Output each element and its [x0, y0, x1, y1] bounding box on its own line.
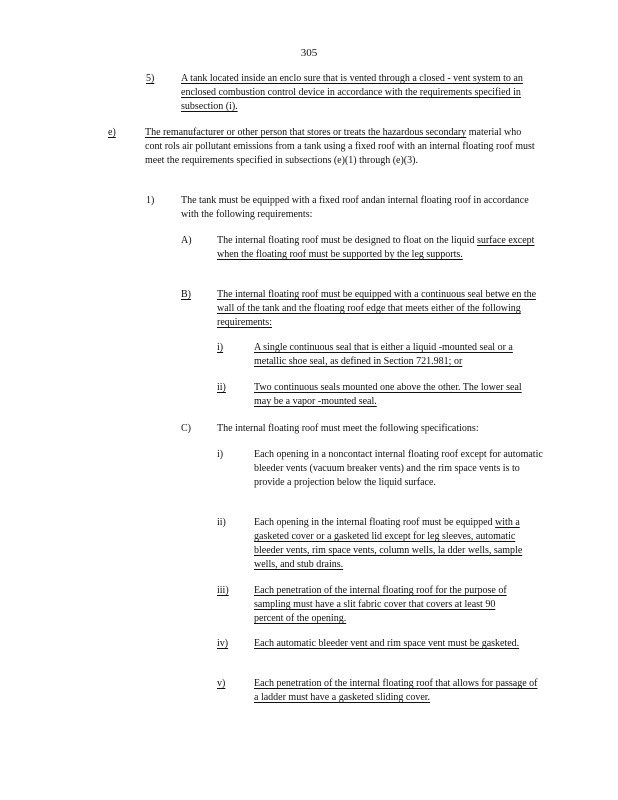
item-C-ii-text [254, 516, 544, 572]
item-A-label: A) [181, 235, 192, 246]
item-C-iii-text: Each penetration of the internal floating roof for the purpose of sampling must have a slit fabric cover that covers at least 90 percent of the opening. [254, 585, 507, 624]
item-e-text-underlined: The remanufacturer or other person that stores or treats the hazardous secondary [145, 127, 467, 138]
item-e-label: e) [108, 127, 116, 138]
item-B-i-text: A single continuous seal that is either a liquid -mounted seal or a metallic shoe seal, as defined in Section 721.981; or [254, 342, 513, 367]
item-C-iv-text: Each automatic bleeder vent and rim space vent must be gasketed. [254, 638, 520, 649]
item-C-label: C) [181, 423, 191, 434]
item-B-label: B) [181, 289, 191, 300]
page-number: 305 [300, 47, 318, 59]
item-A-text [217, 234, 547, 262]
item-C-text: The internal floating roof must meet the following specifications: [217, 423, 479, 434]
item-C-v-label: v) [217, 678, 226, 689]
item-1-text: The tank must be equipped with a fixed roof andan internal floating roof in accordance with the following requirements: [181, 195, 529, 220]
item-B-ii-label: ii) [217, 382, 226, 393]
item-A-text-plain: The internal floating roof must be designed to float on the liquid [217, 235, 475, 246]
item-C-ii-text-plain: Each opening in the internal floating roof must be equipped [254, 517, 493, 528]
item-C-i-label: i) [217, 449, 224, 460]
item-A-text-underlined: surface except when the floating roof must be supported by the leg supports. [217, 235, 535, 260]
item-e-text-rest: material who cont rols air pollutant emissions from a tank using a fixed roof with an internal floating roof must meet the requirements specified in subsections (e)(1) through (e)(3). [145, 127, 535, 166]
item-C-ii-text-underlined: with a gasketed cover or a gasketed lid except for leg sleeves, automatic bleeder vents, rim space vents, column wells, la dder wells, sample wells, and stub drains. [254, 517, 523, 570]
item-C-iv-label: iv) [217, 638, 229, 649]
item-C-v-text: Each penetration of the internal floating roof that allows for passage of a ladder must have a gasketed sliding cover. [254, 678, 538, 703]
item-5-text: A tank located inside an enclo sure that is vented through a closed - vent system to an enclosed combustion control device in accordance with the requirements specified in subsection (i). [181, 73, 523, 112]
item-1-label: 1) [146, 195, 155, 206]
item-C-ii-label: ii) [217, 517, 226, 528]
item-B-ii-text: Two continuous seals mounted one above the other. The lower seal may be a vapor -mounted seal. [254, 382, 522, 407]
item-C-i-text: Each opening in a noncontact internal floating roof except for automatic bleeder vents (vacuum breaker vents) and the rim space vents is to provide a projection below the liquid surface. [254, 449, 543, 488]
item-B-text: The internal floating roof must be equipped with a continuous seal betwe en the wall of the tank and the floating roof edge that meets either of the following requirements: [217, 289, 537, 328]
item-e-text [145, 126, 535, 168]
item-C-iii-label: iii) [217, 585, 229, 596]
item-B-i-label: i) [217, 342, 224, 353]
item-5-label: 5) [146, 73, 155, 84]
